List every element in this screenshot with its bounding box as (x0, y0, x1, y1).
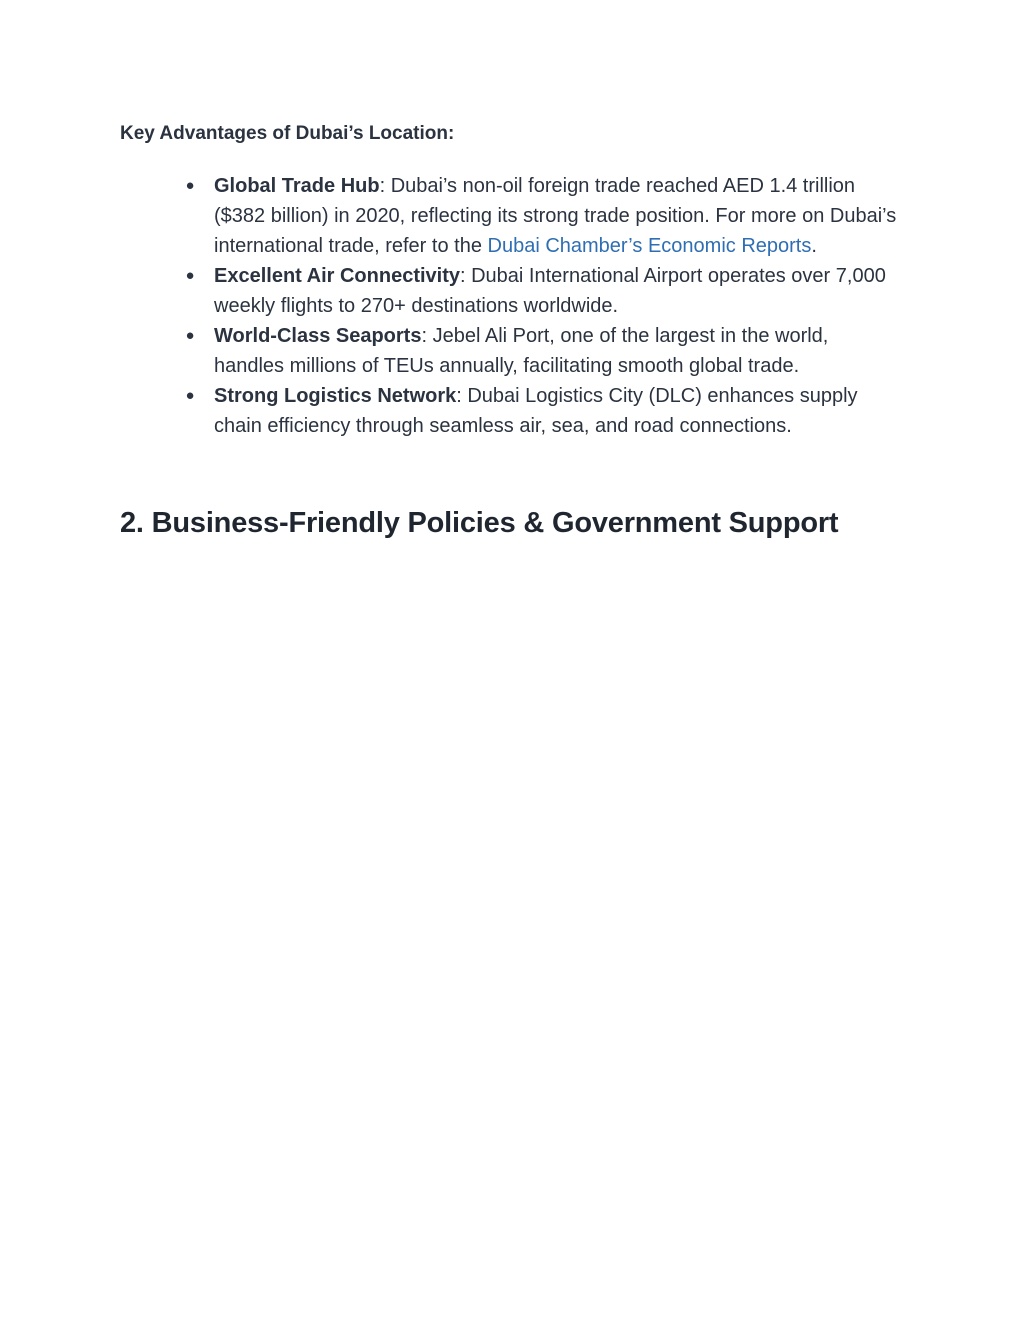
bullet-text: : Dubai International Airport operates over 7,000 weekly flights to 270+ destinations worldwide. (214, 265, 886, 317)
subheading: Key Advantages of Dubai’s Location: (120, 123, 455, 144)
list-item (183, 261, 903, 321)
section-heading: 2. Business-Friendly Policies & Government Support (120, 507, 839, 539)
bullet-text-end: . (811, 235, 817, 257)
list-item (183, 381, 903, 441)
bullet-text: : Dubai’s non-oil foreign trade reached AED 1.4 trillion ($382 billion) in 2020, reflecting its strong trade position. For more on Dubai’s international trade, refer to the (214, 175, 897, 257)
bullet-icon: ● (185, 387, 195, 404)
bullet-title: Excellent Air Connectivity (214, 265, 460, 287)
bullet-text: : Dubai Logistics City (DLC) enhances supply chain efficiency through seamless air, sea, and road connections. (214, 385, 858, 437)
bullet-icon: ● (185, 327, 195, 344)
list-item (183, 321, 903, 381)
bullet-icon: ● (185, 177, 195, 194)
bullet-title: Global Trade Hub (214, 175, 380, 197)
dubai-chamber-reports-link[interactable]: Dubai Chamber’s Economic Reports (487, 235, 812, 257)
bullet-title: Strong Logistics Network (214, 385, 457, 407)
bullet-icon: ● (185, 267, 195, 284)
bullet-title: World-Class Seaports (214, 325, 422, 347)
list-item (183, 171, 903, 261)
bullet-list (183, 171, 903, 441)
bullet-text: : Jebel Ali Port, one of the largest in the world, handles millions of TEUs annually, facilitating smooth global trade. (214, 325, 829, 377)
